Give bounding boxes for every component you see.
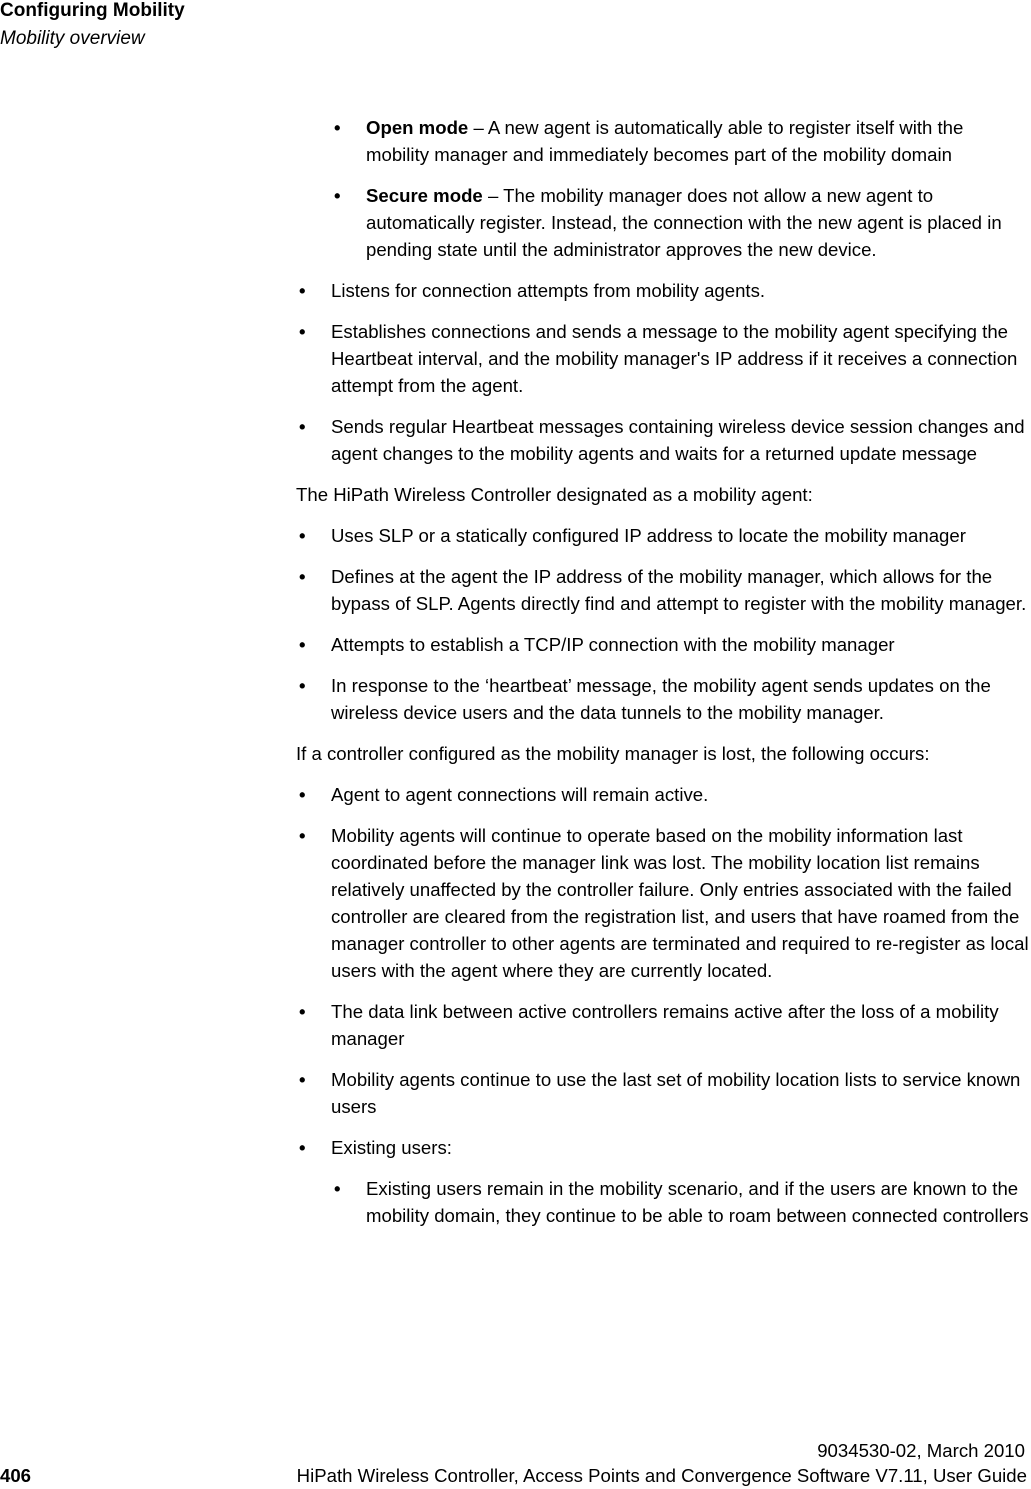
list-item-text: The data link between active controllers remains active after the loss of a mobility manager [331, 1001, 999, 1049]
list-item [296, 672, 1031, 726]
bullet-icon: • [334, 117, 341, 138]
list-item [296, 413, 1031, 467]
bullet-icon: • [299, 825, 306, 846]
list-item-text: Agent to agent connections will remain active. [331, 784, 709, 805]
paragraph: If a controller configured as the mobility manager is lost, the following occurs: [296, 743, 930, 764]
bullet-icon: • [299, 280, 306, 301]
definition: – A new agent is automatically able to register itself with the mobility manager and immediately becomes part of the mobility domain [366, 117, 964, 165]
document-code: 9034530-02, March 2010 [817, 1440, 1025, 1461]
list-item-text: Uses SLP or a statically configured IP address to locate the mobility manager [331, 525, 966, 546]
bullet-icon: • [299, 566, 306, 587]
list-item-text: Mobility agents continue to use the last set of mobility location lists to service known users [331, 1069, 1021, 1117]
list-item-text: Defines at the agent the IP address of the mobility manager, which allows for the bypass of SLP. Agents directly find and attempt to register with the mobility manager. [331, 566, 1027, 614]
bullet-icon: • [299, 1137, 306, 1158]
list-item-text: Listens for connection attempts from mobility agents. [331, 280, 766, 301]
bullet-icon: • [299, 1069, 306, 1090]
list-item-text: Existing users remain in the mobility scenario, and if the users are known to the mobility domain, they continue to be able to roam between connected controllers [366, 1178, 1029, 1226]
chapter-title: Configuring Mobility [0, 0, 185, 21]
body-content [296, 114, 1031, 1229]
list-item-text: In response to the ‘heartbeat’ message, the mobility agent sends updates on the wireless device users and the data tunnels to the mobility manager. [331, 675, 991, 723]
bullet-icon: • [299, 525, 306, 546]
bullet-icon: • [299, 784, 306, 805]
list-item [296, 318, 1031, 399]
bullet-icon: • [299, 321, 306, 342]
document-title: HiPath Wireless Controller, Access Points and Convergence Software V7.11, User Guide [296, 1465, 1027, 1486]
list-item [296, 822, 1031, 984]
definition: – The mobility manager does not allow a new agent to automatically register. Instead, the connection with the new agent is placed in pending state until the administrator approves the new device. [366, 185, 1002, 260]
bullet-icon: • [334, 185, 341, 206]
list-item [296, 998, 1031, 1052]
list-item [296, 563, 1031, 617]
section-subtitle: Mobility overview [0, 28, 145, 49]
bullet-icon: • [299, 634, 306, 655]
list-item [296, 114, 1031, 168]
bullet-icon: • [299, 1001, 306, 1022]
list-item [296, 1066, 1031, 1120]
list-item-text: Establishes connections and sends a message to the mobility agent specifying the Heartbeat interval, and the mobility manager's IP address if it receives a connection attempt from the agent. [331, 321, 1018, 396]
list-item [296, 1175, 1031, 1229]
list-item [296, 1134, 1031, 1161]
list-item [296, 522, 1031, 549]
term: Secure mode [366, 185, 483, 206]
list-item-text: Attempts to establish a TCP/IP connection with the mobility manager [331, 634, 895, 655]
list-item-text: Mobility agents will continue to operate based on the mobility information last coordinated before the manager link was lost. The mobility location list remains relatively unaffected by the controller failure. Only entries associated with the failed controller are cleared from the registration list, and users that have roamed from the manager controller to other agents are terminated and required to re-register as local users with the agent where they are currently located. [331, 825, 1029, 981]
list-item [296, 182, 1031, 263]
list-item [296, 631, 1031, 658]
list-item [296, 781, 1031, 808]
bullet-icon: • [299, 675, 306, 696]
page-number: 406 [0, 1465, 32, 1486]
list-item-text: Sends regular Heartbeat messages containing wireless device session changes and agent changes to the mobility agents and waits for a returned update message [331, 416, 1025, 464]
term: Open mode [366, 117, 469, 138]
list-item [296, 277, 1031, 304]
bullet-icon: • [299, 416, 306, 437]
paragraph: The HiPath Wireless Controller designated as a mobility agent: [296, 484, 813, 505]
bullet-icon: • [334, 1178, 341, 1199]
list-item-text: Existing users: [331, 1137, 452, 1158]
